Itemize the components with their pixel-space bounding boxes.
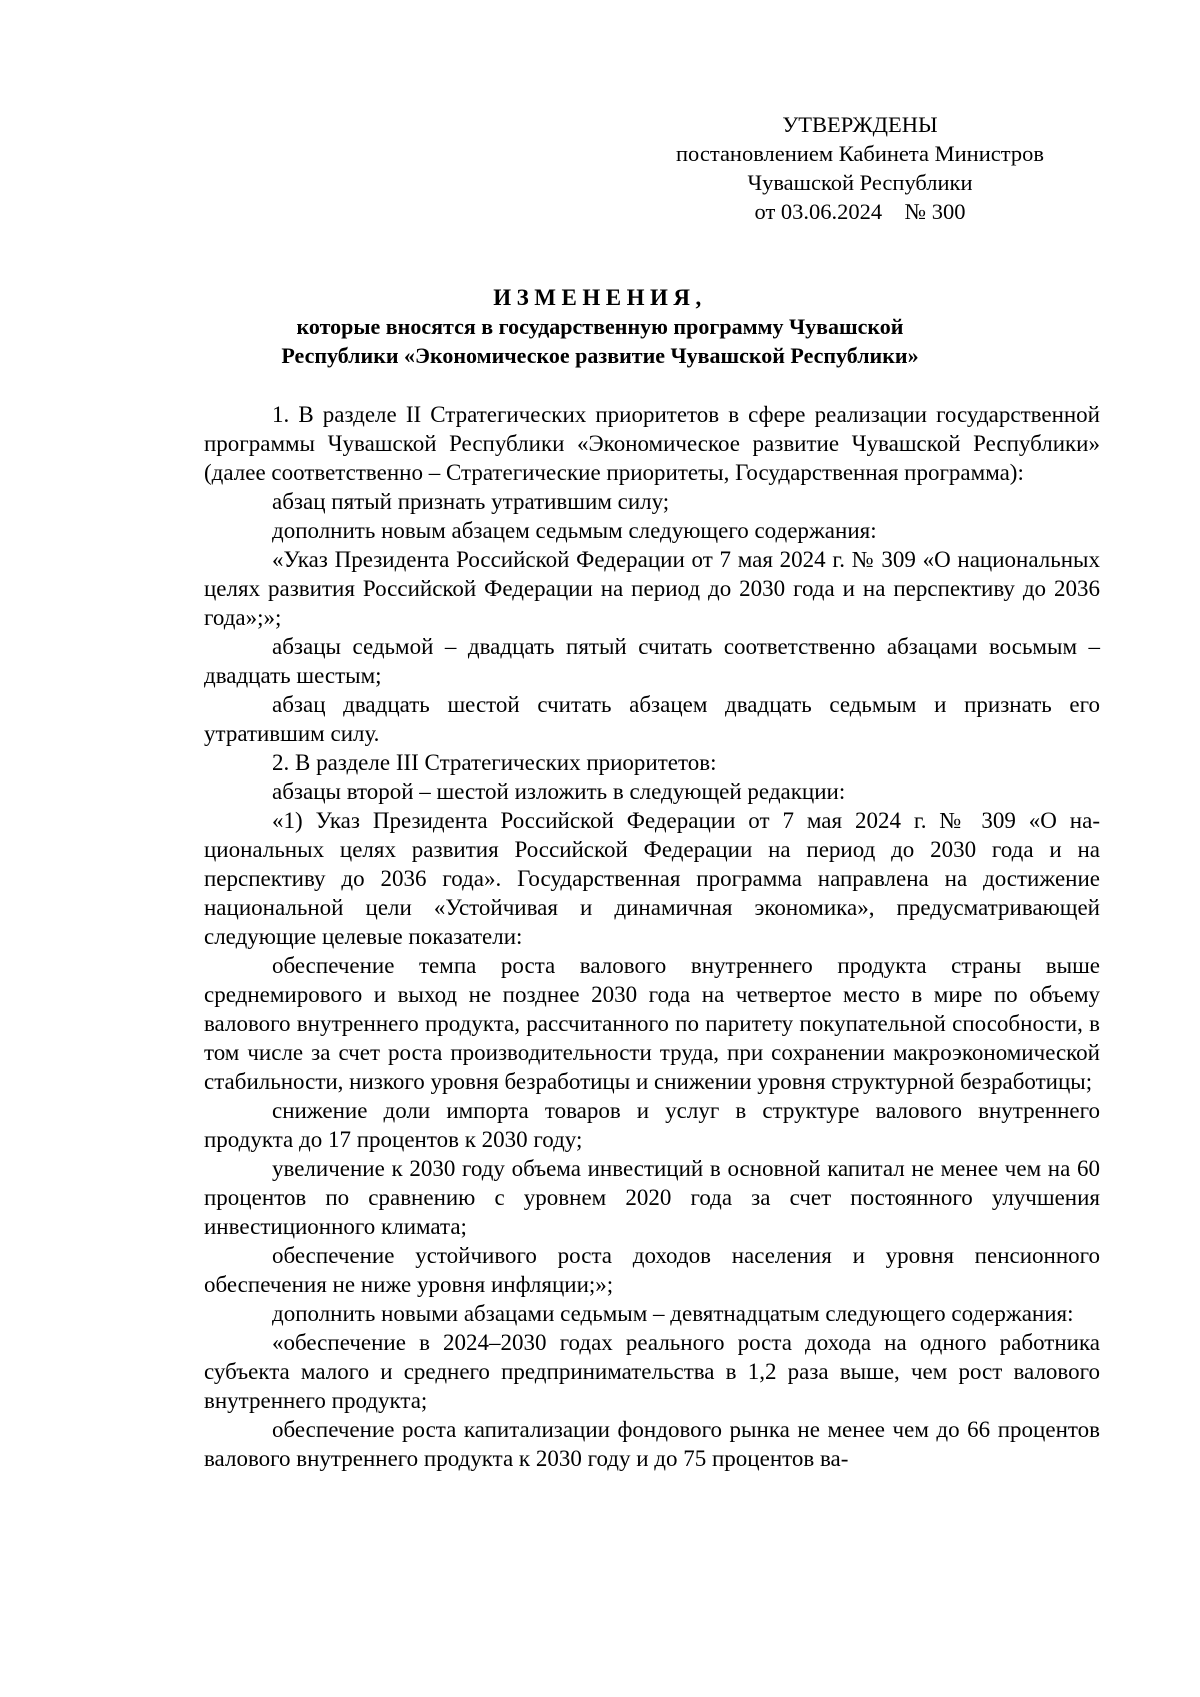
paragraph: «1) Указ Президента Российской Федерации от 7 мая 2024 г. № 309 «О национальных целях развития Российской Федерации на период до 2030 года и на перспективу до 2036 года». Государственная программа направлена на достижение национальной цели «Устойчивая и динамичная экономика», предусматривающей следующие целевые показатели:	[204, 808, 1100, 949]
paragraph: снижение доли импорта товаров и услуг в структуре валового внутреннего продукта до 17 процентов к 2030 году;	[204, 1098, 1100, 1152]
paragraph: «обеспечение в 2024–2030 годах реального роста дохода на одного работника субъекта малого и среднего предпринимательства в 1,2 раза выше, чем рост валового внутреннего продукта;	[204, 1330, 1100, 1413]
title-subtitle-line-1: которые вносятся в государственную программу Чувашской	[296, 314, 904, 339]
approval-stamp	[640, 110, 1080, 226]
paragraph: «Указ Президента Российской Федерации от 7 мая 2024 г. № 309 «О национальных целях развития Российской Федерации на период до 2030 года и на перспективу до 2036 года»;»;	[204, 547, 1100, 630]
paragraph: абзац двадцать шестой считать абзацем двадцать седьмым и признать его утратившим силу.	[204, 692, 1100, 746]
title-main: ИЗМЕНЕНИЯ,	[493, 285, 707, 310]
paragraph: увеличение к 2030 году объема инвестиций в основной капитал не менее чем на 60 процентов по сравнению с уровнем 2020 года за счет постоянного улучшения инвестиционного климата;	[204, 1156, 1100, 1239]
document-body	[204, 400, 1100, 1473]
title-subtitle-line-2: Республики «Экономическое развитие Чувашской Республики»	[281, 343, 919, 368]
approval-republic: Чувашской Республики	[747, 170, 973, 195]
paragraph: абзацы второй – шестой изложить в следующей редакции:	[272, 779, 846, 804]
approval-heading: УТВЕРЖДЕНЫ	[782, 112, 938, 137]
paragraph: абзацы седьмой – двадцать пятый считать соответственно абзацами восьмым – двадцать шестым;	[204, 634, 1100, 688]
paragraph: абзац пятый признать утратившим силу;	[272, 489, 670, 514]
paragraph: 1. В разделе II Стратегических приоритетов в сфере реализации государственной программы Чувашской Республики «Экономическое развитие Чувашской Республики» (далее соответственно – Стратегические приоритеты, Государственная программа):	[204, 402, 1100, 485]
paragraph: обеспечение роста капитализации фондового рынка не менее чем до 66 процентов валового внутреннего продукта к 2030 году и до 75 процентов ва-	[204, 1417, 1100, 1471]
paragraph: обеспечение устойчивого роста доходов населения и уровня пенсионного обеспечения не ниже уровня инфляции;»;	[204, 1243, 1100, 1297]
approval-date-number: от 03.06.2024 № 300	[754, 199, 966, 224]
paragraph: дополнить новым абзацем седьмым следующего содержания:	[272, 518, 877, 543]
paragraph: обеспечение темпа роста валового внутреннего продукта страны выше среднемирового и выход не позднее 2030 года на четвертое место в мире по объему валового внутреннего продукта, рассчитанного по паритету покупательной способности, в том числе за счет роста производительности труда, при сохранении макроэкономической стабильности, низкого уровня безработицы и снижении уровня структурной безработицы;	[204, 953, 1100, 1094]
paragraph: 2. В разделе III Стратегических приоритетов:	[272, 750, 717, 775]
document-title	[150, 283, 1050, 370]
approval-authority: постановлением Кабинета Министров	[676, 141, 1044, 166]
paragraph: дополнить новыми абзацами седьмым – девятнадцатым следующего содержания:	[272, 1301, 1074, 1326]
